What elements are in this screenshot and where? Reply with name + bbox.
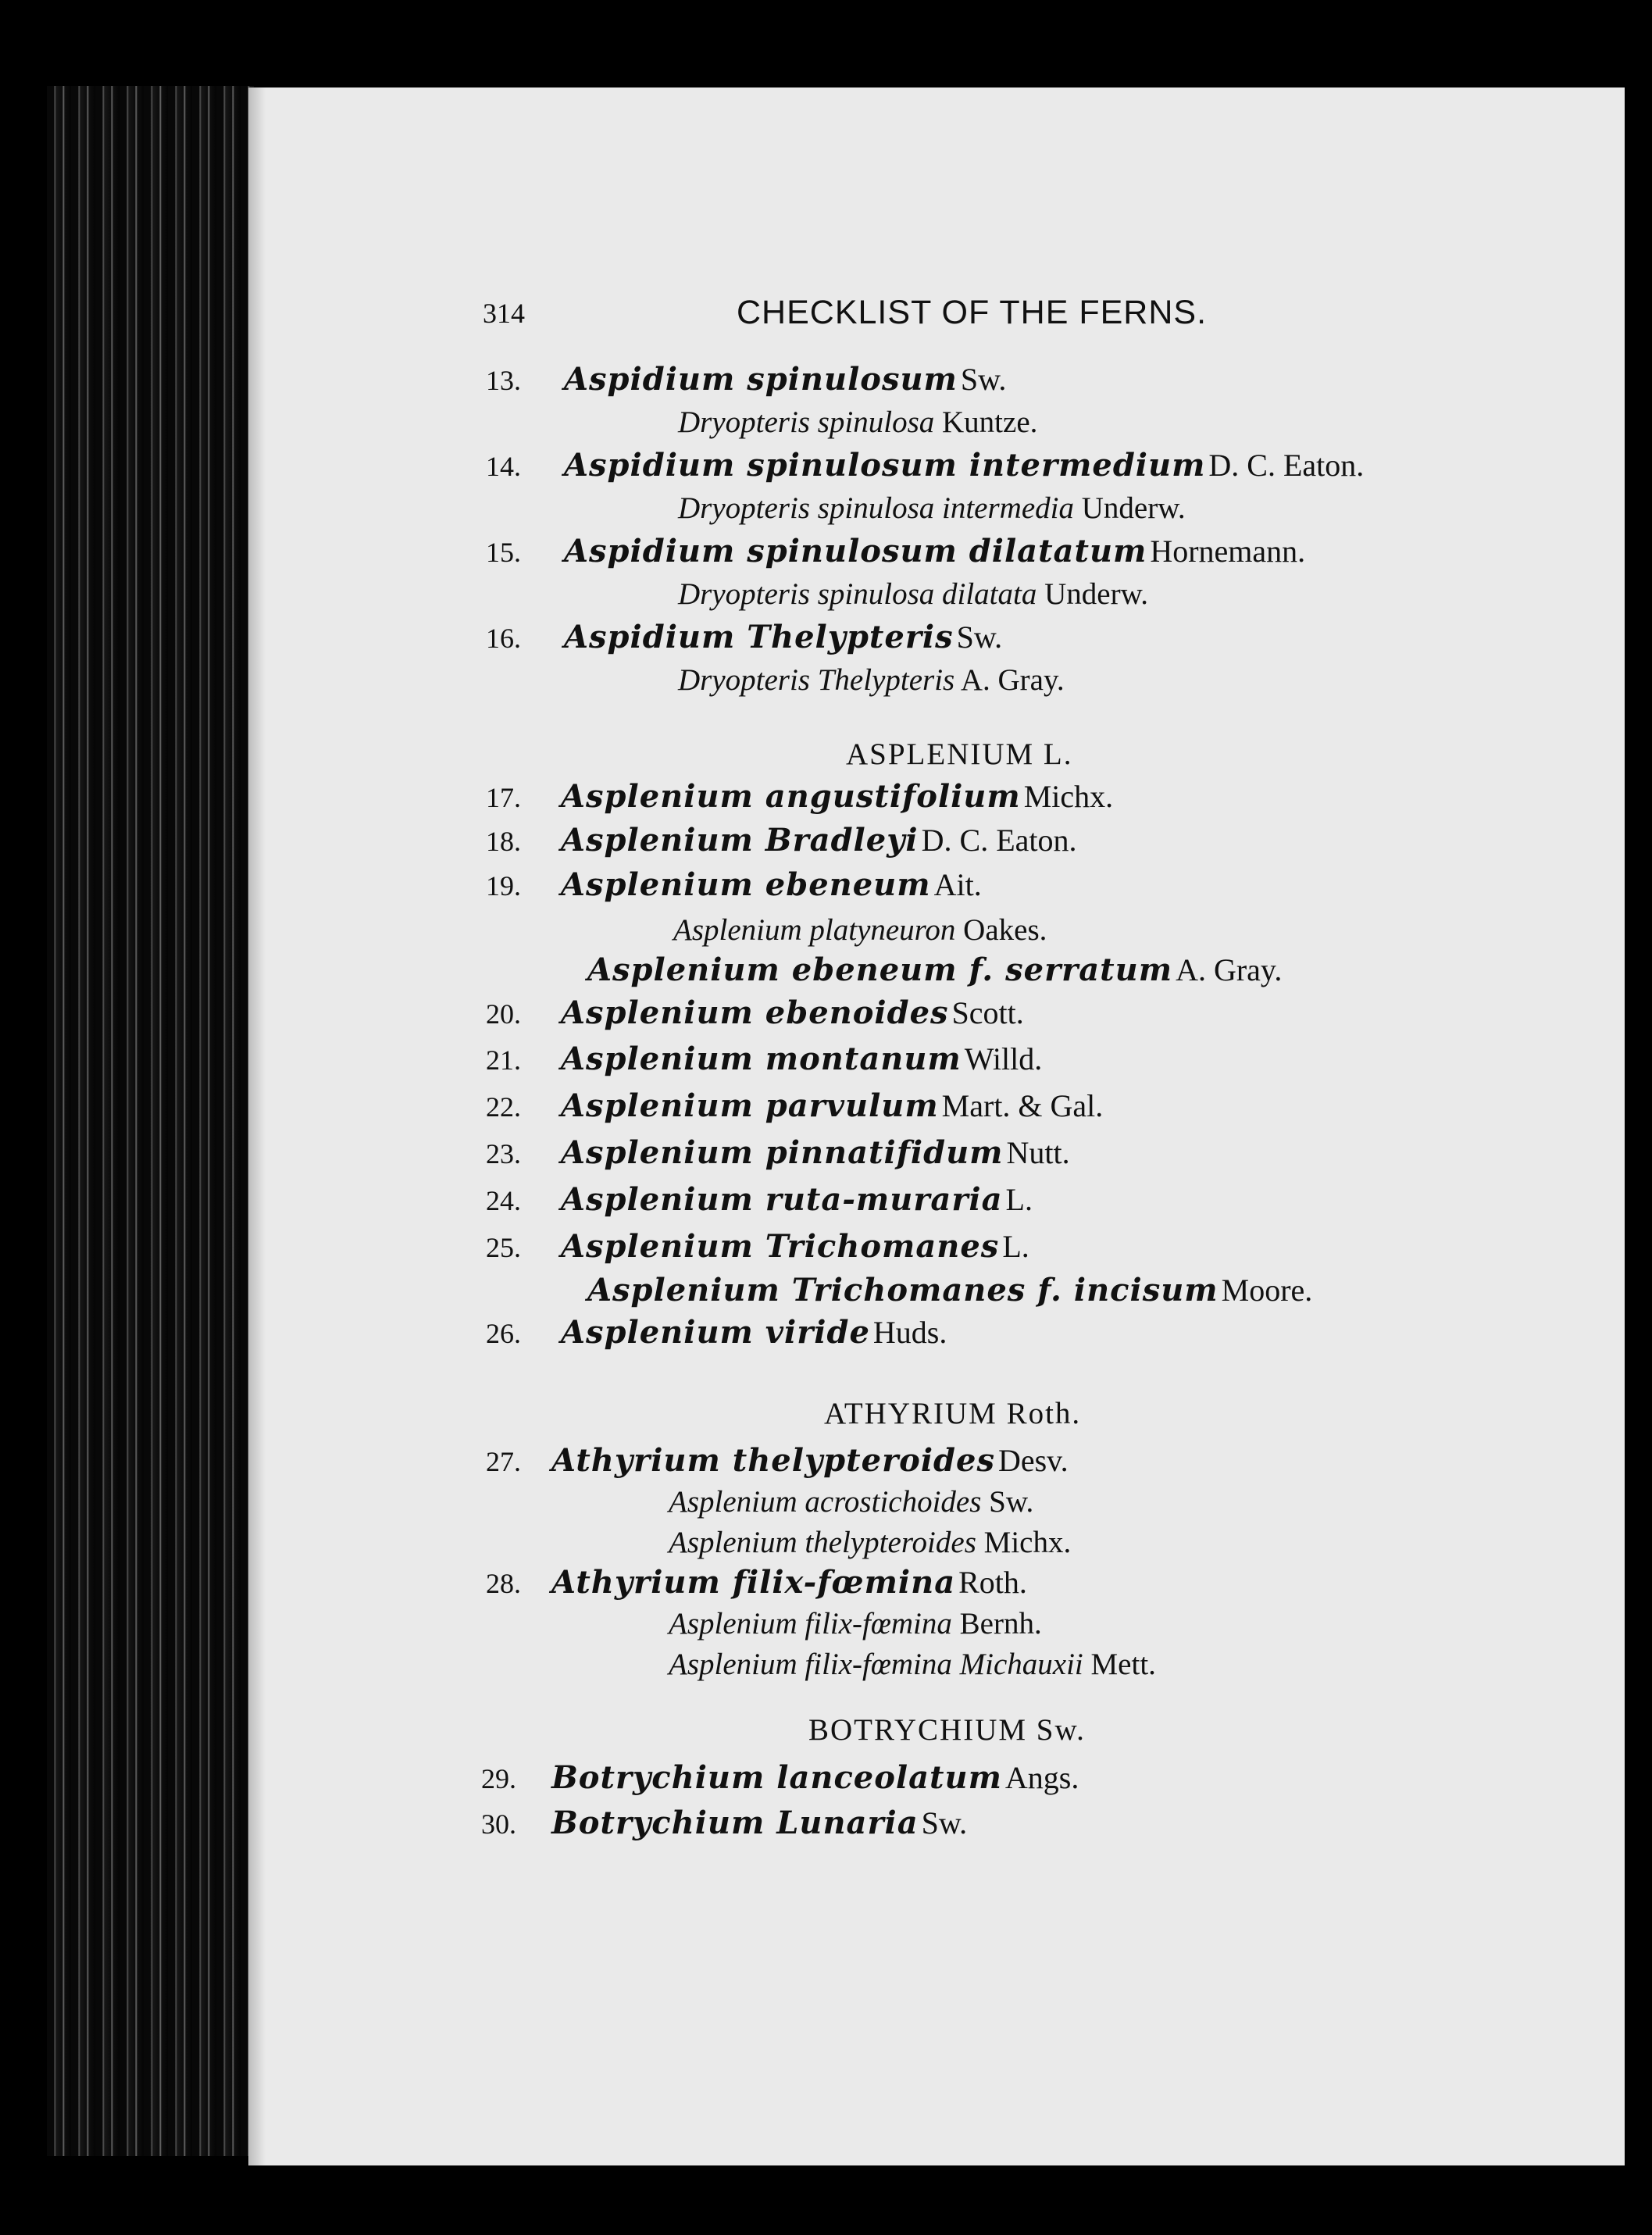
form-line [587, 951, 1282, 988]
author: L. [1005, 1182, 1033, 1217]
synonym-line [678, 405, 1037, 440]
entry-number: 18. [486, 826, 521, 857]
book-page-edges [47, 86, 254, 2156]
species-line [561, 1041, 1042, 1077]
author: Sw. [989, 1485, 1034, 1519]
species-line [561, 1314, 947, 1351]
species-line [561, 1228, 1029, 1265]
entry-number: 26. [486, 1318, 521, 1349]
synonym-line [678, 491, 1186, 526]
entry-number: 16. [486, 623, 521, 654]
species-name: Asplenium ebenoides [561, 994, 949, 1031]
entry-number: 23. [486, 1138, 521, 1169]
author: Sw. [956, 619, 1003, 655]
form-name: Asplenium Trichomanes f. incisum [587, 1272, 1218, 1309]
author: Scott. [951, 995, 1024, 1030]
species-name: Asplenium viride [561, 1314, 870, 1351]
book-page [248, 87, 1625, 2165]
author: Oakes. [963, 913, 1047, 947]
form-name: Asplenium ebeneum f. serratum [587, 951, 1173, 988]
species-name: Asplenium ruta-muraria [561, 1181, 1003, 1218]
author: Willd. [964, 1041, 1043, 1076]
author: Huds. [872, 1315, 947, 1350]
species-line [551, 1564, 1027, 1601]
author: Ait. [933, 867, 982, 902]
author: Mart. & Gal. [941, 1088, 1104, 1123]
author: A. Gray. [1176, 952, 1283, 987]
species-line [561, 822, 1077, 859]
species-name: Asplenium angustifolium [561, 778, 1021, 815]
species-name: Asplenium Trichomanes [561, 1228, 1000, 1265]
synonym-line [673, 912, 1047, 948]
species-line [561, 994, 1024, 1031]
synonym-name: Asplenium thelypteroides [669, 1526, 976, 1559]
species-name: Asplenium Bradleyi [561, 822, 919, 859]
species-name: Asplenium parvulum [561, 1087, 939, 1124]
author: D. C. Eaton. [1208, 448, 1365, 483]
synonym-name: Dryopteris Thelypteris [678, 663, 955, 697]
entry-number: 19. [486, 870, 521, 901]
author: L. [1002, 1229, 1029, 1264]
author: Desv. [997, 1443, 1069, 1478]
genus-heading: BOTRYCHIUM Sw. [808, 1713, 1086, 1747]
synonym-name: Dryopteris spinulosa [678, 405, 935, 439]
entry-number: 15. [486, 537, 521, 568]
entry-number: 30. [481, 1808, 516, 1840]
genus-heading: ASPLENIUM L. [846, 737, 1073, 771]
author: Bernh. [959, 1607, 1042, 1641]
author: D. C. Eaton. [921, 823, 1077, 858]
synonym-name: Asplenium acrostichoides [669, 1485, 982, 1519]
entry-number: 27. [486, 1446, 521, 1477]
entry-number: 13. [486, 365, 521, 396]
synonym-name: Dryopteris spinulosa dilatata [678, 577, 1037, 611]
entry-number: 21. [486, 1044, 521, 1076]
species-line [564, 361, 1006, 398]
synonym-line [669, 1647, 1156, 1682]
species-name: Botrychium lanceolatum [551, 1759, 1002, 1796]
entry-number: 28. [486, 1568, 521, 1599]
species-name: Aspidium spinulosum dilatatum [564, 533, 1147, 569]
species-name: Asplenium montanum [561, 1041, 962, 1077]
entry-number: 24. [486, 1185, 521, 1216]
entry-number: 29. [481, 1763, 516, 1794]
species-line [564, 619, 1002, 655]
author: Mett. [1090, 1648, 1156, 1681]
entry-number: 20. [486, 998, 521, 1030]
species-line [551, 1805, 967, 1841]
synonym-line [669, 1606, 1042, 1641]
author: Sw. [921, 1805, 968, 1840]
species-line [561, 778, 1113, 815]
synonym-line [678, 662, 1065, 698]
species-name: Aspidium spinulosum [564, 361, 958, 398]
species-name: Athyrium filix-fœmina [551, 1564, 956, 1601]
form-line [587, 1272, 1312, 1309]
author: Sw. [960, 362, 1007, 397]
entry-number: 22. [486, 1091, 521, 1123]
synonym-line [669, 1484, 1033, 1519]
genus-heading: ATHYRIUM Roth. [824, 1397, 1082, 1430]
page-gutter-shadow [248, 87, 266, 2165]
author: Angs. [1004, 1760, 1079, 1795]
entry-number: 14. [486, 451, 521, 482]
species-name: Botrychium Lunaria [551, 1805, 919, 1841]
author: Michx. [983, 1526, 1072, 1559]
species-name: Asplenium pinnatifidum [561, 1134, 1004, 1171]
author: Nutt. [1006, 1135, 1070, 1170]
author: Moore. [1221, 1273, 1313, 1308]
author: Underw. [1044, 577, 1148, 611]
synonym-line [669, 1525, 1071, 1560]
species-line [561, 1134, 1070, 1171]
author: Michx. [1023, 779, 1114, 814]
species-line [561, 866, 982, 903]
species-name: Aspidium Thelypteris [564, 619, 954, 655]
synonym-name: Dryopteris spinulosa intermedia [678, 491, 1074, 525]
author: A. Gray. [960, 663, 1065, 697]
author: Kuntze. [942, 405, 1038, 439]
entry-number: 17. [486, 782, 521, 813]
synonym-line [678, 577, 1148, 612]
species-name: Asplenium ebeneum [561, 866, 931, 903]
species-name: Aspidium spinulosum intermedium [564, 447, 1206, 484]
synonym-name: Asplenium platyneuron [673, 913, 956, 947]
author: Underw. [1081, 491, 1186, 525]
author: Roth. [958, 1565, 1027, 1600]
species-name: Athyrium thelypteroides [551, 1442, 995, 1479]
entry-number: 25. [486, 1232, 521, 1263]
running-title: CHECKLIST OF THE FERNS. [737, 294, 1208, 331]
synonym-name: Asplenium filix-fœmina [669, 1607, 952, 1641]
species-line [561, 1181, 1033, 1218]
species-line [564, 447, 1364, 484]
species-line [561, 1087, 1103, 1124]
species-line [551, 1759, 1079, 1796]
author: Hornemann. [1150, 534, 1306, 569]
species-line [564, 533, 1305, 569]
page-number: 314 [483, 298, 525, 329]
species-line [551, 1442, 1069, 1479]
synonym-name: Asplenium filix-fœmina Michauxii [669, 1648, 1083, 1681]
